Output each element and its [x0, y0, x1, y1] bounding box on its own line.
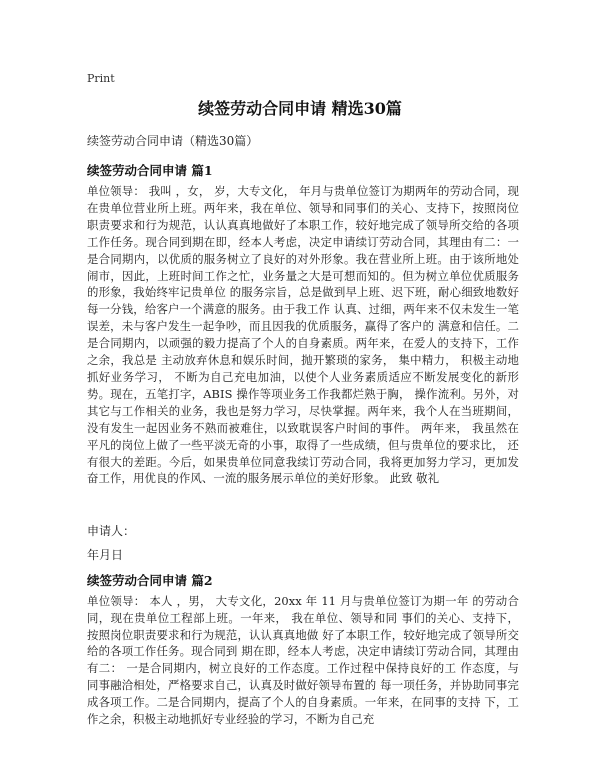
- section-body-1: 单位领导： 我叫 ，女， 岁，大专文化， 年月与贵单位签订为期两年的劳动合同，现在贵单位营业所上班。两年来，我在单位、领导和同事们的关心、支持下，按照岗位职责要求和行为规范，认认真真地做好了本职工作，较好地完成了领导所交给的各项工作任务。现合同到期在即，经本人考虑，决定申请续订劳动合同，其理由有二：一是合同期内，以优质的服务树立了良好的对外形象。我在营业所上班。由于该所地处闹市，因此，上班时间工作之忙，业务量之大是可想而知的。但为树立单位优质服务的形象，我始终牢记贵单位 的服务宗旨，总是做到早上班、迟下班，耐心细致地数好每一分钱，给客户一个满意的服务。由于我工作 认真、过细，两年来不仅未发生一笔误差，未与客户发生一起争吵，而且因我的优质服务，赢得了客户的 满意和信任。二是合同期内，以顽强的毅力提高了个人的自身素质。两年来，在爱人的支持下，工作之余，我总是 主动放弃休息和娱乐时间，抛开繁琐的家务， 集中精力， 积极主动地抓好业务学习， 不断为自己充电加油，以使个人业务素质适应不断发展变化的新形势。现在，五笔打字，ABIS 操作等项业务工作我都烂熟于胸， 操作流利。另外，对其它与工作相关的业务，我也是努力学习，尽快掌握。两年来，我个人在当班期间， 没有发生一起因业务不熟而被难住，以致耽误客户时间的事件。 两年来， 我虽然在平凡的岗位上做了一些平淡无奇的小事，取得了一些成绩，但与贵单位的要求比， 还有很大的差距。今后，如果贵单位同意我续订劳动合同，我将更加努力学习，更加发奋工作，用优良的作风、一流的服务展示单位的美好形象。 此致 敬礼: [87, 184, 519, 486]
- section-heading-1: 续签劳动合同申请 篇1: [87, 163, 213, 178]
- section-heading-2: 续签劳动合同申请 篇2: [87, 573, 213, 588]
- print-label: Print: [87, 72, 115, 85]
- date-label: 年月日: [87, 548, 124, 562]
- document-subtitle: 续签劳动合同申请（精选30篇）: [87, 134, 259, 148]
- applicant-label: 申请人：: [87, 524, 136, 538]
- section-body-2: 单位领导： 本人 ，男， 大专文化，20xx 年 11 月与贵单位签订为期一年 的劳动合同，现在贵单位工程部上班。一年来， 我在单位、领导和同 事们的关心、支持下，按照岗位职责要求和行为规范，认认真真地做 好了本职工作，较好地完成了领导所交给的各项工作任务。现合同到 期在即，经本人考虑，决定申请续订劳动合同，其理由有二： 一是合同期内，树立良好的工作态度。工作过程中保持良好的工 作态度，与同事融洽相处，严格要求自己，认真及时做好领导布置的 每一项任务，并协助同事完成各项工作。二是合同期内，提高了个人的自身素质。一年来，在同事的支持 下，工作之余，积极主动地抓好专业经验的学习，不断为自己充: [87, 594, 519, 726]
- document-title: 续签劳动合同申请 精选30篇: [198, 99, 402, 118]
